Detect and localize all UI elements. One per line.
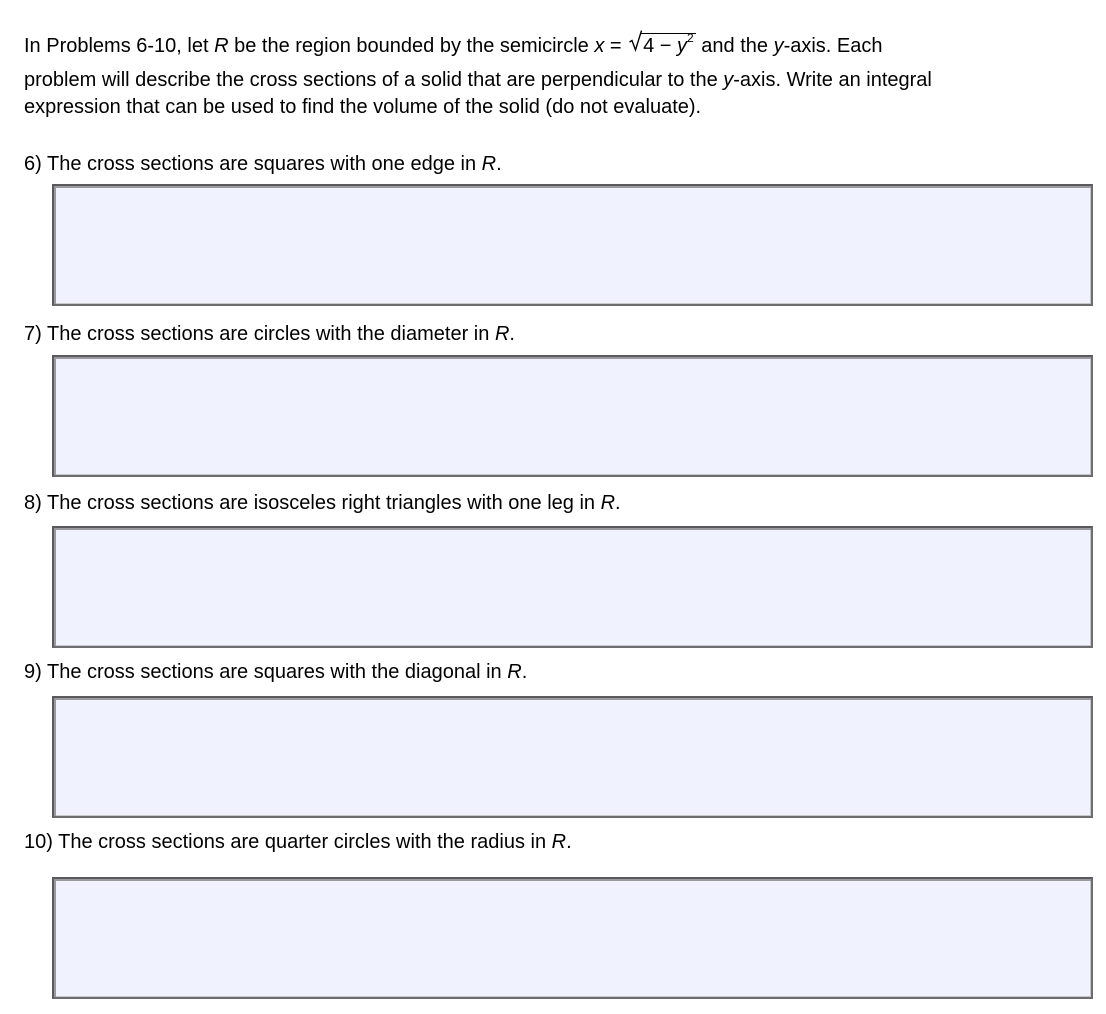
intro-text-6: -axis. Write an integral: [733, 69, 932, 91]
square-root: [629, 31, 696, 62]
intro-text-7: expression that can be used to find the volume of the solid (do not evaluate).: [24, 96, 702, 118]
intro-text-5: problem will describe the cross sections of a solid that are perpendicular to the: [24, 69, 724, 91]
math-equals: =: [604, 35, 628, 57]
problem-10-prompt: [24, 831, 572, 854]
problem-intro: [24, 31, 1024, 123]
intro-text-3: and the: [695, 35, 774, 57]
radical-sign-icon: [629, 25, 643, 55]
problem-7-end: .: [509, 323, 515, 345]
problem-6-end: .: [496, 153, 502, 175]
math-y: y: [677, 35, 688, 57]
y-axis-variable-2: y: [723, 69, 734, 91]
semicircle-equation: [594, 31, 695, 62]
problem-10-region: R: [551, 831, 567, 853]
problem-10-end: .: [566, 831, 572, 853]
problem-9-text: 9) The cross sections are squares with the diagonal in: [24, 661, 508, 683]
problem-7-prompt: [24, 323, 515, 346]
intro-text-2: be the region bounded by the semicircle: [228, 35, 595, 57]
math-exponent: 2: [687, 31, 694, 46]
intro-line-3: [24, 92, 1024, 123]
problem-9-end: .: [521, 661, 528, 683]
problem-7-answer-input[interactable]: [52, 355, 1093, 477]
radicand-prefix: 4 −: [643, 35, 678, 57]
intro-text-4: -axis. Each: [783, 35, 883, 57]
problem-7-region: R: [494, 323, 510, 345]
problem-9-answer-input[interactable]: [52, 696, 1093, 818]
intro-text-1: In Problems 6-10, let: [24, 35, 215, 57]
problem-6-answer-input[interactable]: [52, 184, 1093, 306]
problem-8-prompt: [24, 492, 621, 515]
problem-8-answer-input[interactable]: [52, 526, 1093, 648]
region-variable: R: [214, 35, 229, 57]
problem-6-prompt: [24, 153, 502, 176]
math-x: x: [594, 35, 605, 57]
problem-10-answer-input[interactable]: [52, 877, 1093, 999]
problem-9-prompt: [24, 661, 527, 684]
problem-8-region: R: [600, 492, 616, 514]
y-axis-variable: y: [773, 35, 784, 57]
problem-6-text: 6) The cross sections are squares with one edge in: [24, 153, 482, 175]
intro-line-1: [24, 31, 1024, 62]
problem-8-end: .: [615, 492, 621, 514]
problem-7-text: 7) The cross sections are circles with the diameter in: [24, 323, 495, 345]
problem-9-region: R: [507, 661, 522, 683]
problem-8-text: 8) The cross sections are isosceles right triangles with one leg in: [24, 492, 601, 514]
problem-6-region: R: [481, 153, 497, 175]
problem-10-text: 10) The cross sections are quarter circles with the radius in: [24, 831, 552, 853]
radicand: [641, 33, 696, 57]
